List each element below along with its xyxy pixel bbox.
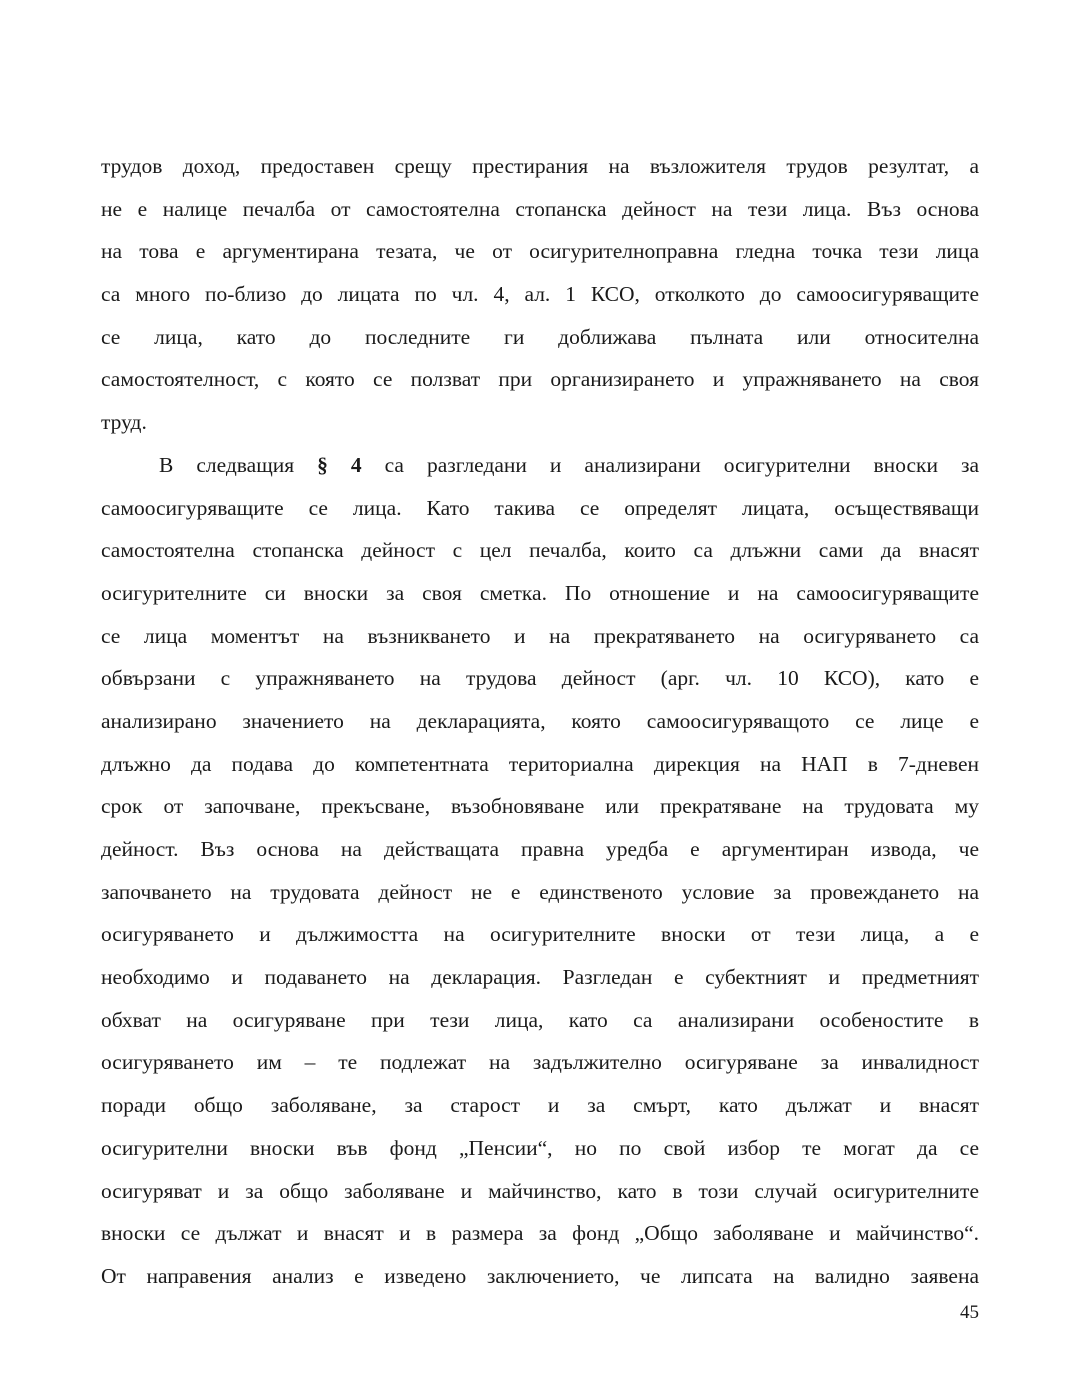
text-line: осигурителните си вноски за своя сметка. По отношение и на самоосигуряващите: [101, 580, 979, 605]
text-line: обвързани с упражняването на трудова дейност (арг. чл. 10 КСО), като е: [101, 666, 979, 691]
text-line: са много по-близо до лицата по чл. 4, ал. 1 КСО, отколкото до самоосигуряващите: [101, 282, 979, 307]
text-line: осигуряването и дължимостта на осигурителните вноски от тези лица, а е: [101, 922, 979, 947]
text-line: самостоятелност, с която се ползват при организирането и упражняването на своя: [101, 367, 979, 392]
text-line: вноски се дължат и внасят и в размера за фонд „Общо заболяване и майчинство“.: [101, 1221, 979, 1246]
text-line: се лица моментът на възникването и на прекратяването на осигуряването са: [101, 623, 979, 648]
page-number: 45: [960, 1302, 979, 1323]
text-line: длъжно да подава до компетентната териториална дирекция на НАП в 7-дневен: [101, 751, 979, 776]
text-line: осигуряването им – те подлежат на задължително осигуряване за инвалидност: [101, 1050, 979, 1075]
text-line: се лица, като до последните ги доближава пълната или относителна: [101, 324, 979, 349]
section-reference: § 4: [317, 452, 362, 477]
text-line: труд.: [101, 410, 147, 435]
text-fragment: са разгледани и анализирани осигурителни вноски за: [384, 452, 979, 477]
paragraph: [101, 444, 979, 1298]
paragraph: [101, 145, 979, 444]
text-line: осигурителни вноски във фонд „Пенсии“, но по свой избор те могат да се: [101, 1135, 979, 1160]
text-line: [101, 444, 979, 487]
text-line: самоосигуряващите се лица. Като такива се определят лицата, осъществяващи: [101, 495, 979, 520]
text-line: самостоятелна стопанска дейност с цел печалба, които са длъжни сами да внасят: [101, 538, 979, 563]
text-line: поради общо заболяване, за старост и за смърт, като дължат и внасят: [101, 1093, 979, 1118]
text-line: необходимо и подаването на декларация. Разгледан е субектният и предметният: [101, 965, 979, 990]
text-line: анализирано значението на декларацията, която самоосигуряващото се лице е: [101, 708, 979, 733]
text-line: не е налице печалба от самостоятелна стопанска дейност на тези лица. Въз основа: [101, 196, 979, 221]
text-fragment: В следващия: [159, 452, 295, 477]
text-line: обхват на осигуряване при тези лица, като са анализирани особеностите в: [101, 1007, 979, 1032]
text-line: дейност. Въз основа на действащата правна уредба е аргументиран извода, че: [101, 837, 979, 861]
text-line: започването на трудовата дейност не е единственото условие за провеждането на: [101, 879, 979, 904]
page-body: [101, 145, 979, 1298]
text-line: осигуряват и за общо заболяване и майчинство, като в този случай осигурителните: [101, 1178, 979, 1203]
text-line: трудов доход, предоставен срещу престирания на възложителя трудов резултат, а: [101, 154, 979, 178]
text-line: От направения анализ е изведено заключението, че липсата на валидно заявена: [101, 1263, 979, 1288]
text-line: на това е аргументирана тезата, че от осигурителноправна гледна точка тези лица: [101, 239, 979, 264]
text-line: срок от започване, прекъсване, възобновяване или прекратяване на трудовата му: [101, 794, 979, 819]
